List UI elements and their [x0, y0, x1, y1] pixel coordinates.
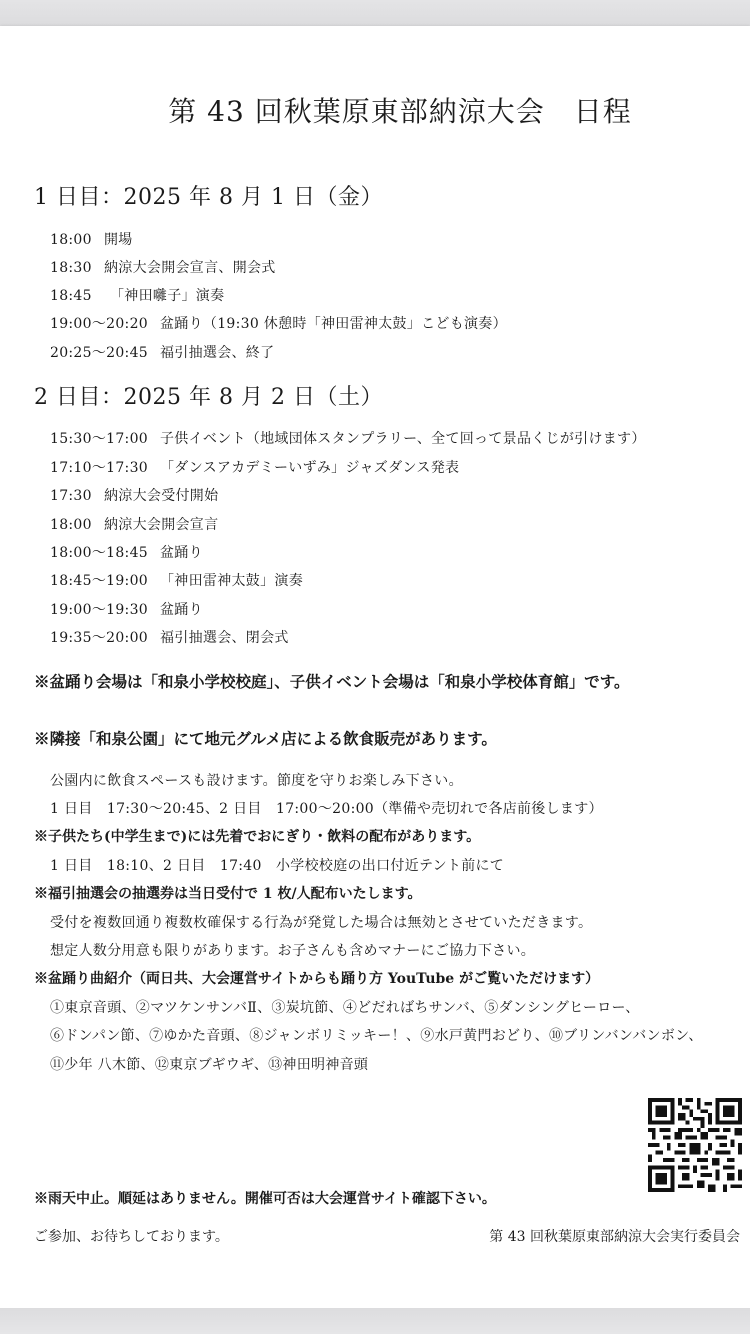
footer-greeting: ご参加、お待ちしております。 — [34, 1229, 229, 1245]
schedule-row: 17:30 納涼大会受付開始 — [50, 488, 219, 504]
lottery-detail-1: 受付を複数回通り複数枚確保する行為が発覚した場合は無効とさせていただきます。 — [50, 915, 593, 931]
schedule-row: 17:10〜17:30 「ダンスアカデミーいずみ」ジャズダンス発表 — [50, 460, 460, 476]
schedule-row: 18:00 納涼大会開会宣言 — [50, 517, 219, 533]
schedule-row: 18:00〜18:45 盆踊り — [50, 545, 203, 561]
schedule-row: 18:00 開場 — [50, 232, 133, 248]
schedule-row: 19:00〜20:20 盆踊り（19:30 休憩時「神田雷神太鼓」こども演奏） — [50, 316, 507, 332]
schedule-row: 20:25〜20:45 福引抽選会、終了 — [50, 345, 275, 361]
schedule-row: 19:00〜19:30 盆踊り — [50, 602, 203, 618]
schedule-row: 18:45〜19:00 「神田雷神太鼓」演奏 — [50, 573, 303, 589]
kids-note: ※子供たち(中学生まで)には先着でおにぎり・飲料の配布があります。 — [34, 829, 481, 845]
bottom-edge — [0, 1308, 750, 1334]
schedule-row: 19:35〜20:00 福引抽選会、閉会式 — [50, 630, 289, 646]
food-note: ※隣接「和泉公園」にて地元グルメ店による飲食販売があります。 — [34, 729, 497, 748]
page-title: 第 43 回秋葉原東部納涼大会 日程 — [168, 95, 632, 128]
qr-code-icon[interactable] — [648, 1098, 742, 1192]
songs-list-1: ①東京音頭、②マツケンサンバⅡ、③炭坑節、④どだればちサンバ、⑤ダンシングヒーロー、 — [50, 1000, 640, 1016]
schedule-row: 18:30 納涼大会開会宣言、開会式 — [50, 260, 276, 276]
day2-heading: 2 日目：2025 年 8 月 2 日（土） — [34, 385, 383, 410]
top-edge — [0, 0, 750, 26]
schedule-row: 15:30〜17:00 子供イベント（地域団体スタンプラリー、全て回って景品くじが引けます） — [50, 431, 646, 447]
songs-list-2: ⑥ドンパン節、⑦ゆかた音頭、⑧ジャンボリミッキー！、⑨水戸黄門おどり、⑩ブリンバンバンボン、 — [50, 1028, 703, 1044]
food-detail-1: 公園内に飲食スペースも設けます。節度を守りお楽しみ下さい。 — [50, 773, 463, 789]
rain-note: ※雨天中止。順延はありません。開催可否は大会運営サイト確認下さい。 — [34, 1191, 496, 1207]
lottery-note: ※福引抽選会の抽選券は当日受付で 1 枚/人配布いたします。 — [34, 886, 422, 902]
songs-list-3: ⑪少年 八木節、⑫東京ブギウギ、⑬神田明神音頭 — [50, 1057, 369, 1073]
footer-organizer: 第 43 回秋葉原東部納涼大会実行委員会 — [489, 1229, 740, 1245]
venue-note: ※盆踊り会場は「和泉小学校校庭」、子供イベント会場は「和泉小学校体育館」です。 — [34, 672, 630, 691]
document-page — [0, 26, 750, 1308]
lottery-detail-2: 想定人数分用意も限りがあります。お子さんも含めマナーにご協力下さい。 — [50, 943, 536, 959]
kids-detail-1: 1 日目 18:10、2 日目 17:40 小学校校庭の出口付近テント前にて — [50, 858, 505, 874]
food-detail-2: 1 日目 17:30〜20:45、2 日目 17:00〜20:00（準備や売切れで各店前後します） — [50, 801, 603, 817]
schedule-row: 18:45 「神田囃子」演奏 — [50, 288, 225, 304]
day1-heading: 1 日目：2025 年 8 月 1 日（金） — [34, 185, 383, 210]
songs-note: ※盆踊り曲紹介（両日共、大会運営サイトからも踊り方 YouTube がご覧いただけます） — [34, 971, 600, 987]
